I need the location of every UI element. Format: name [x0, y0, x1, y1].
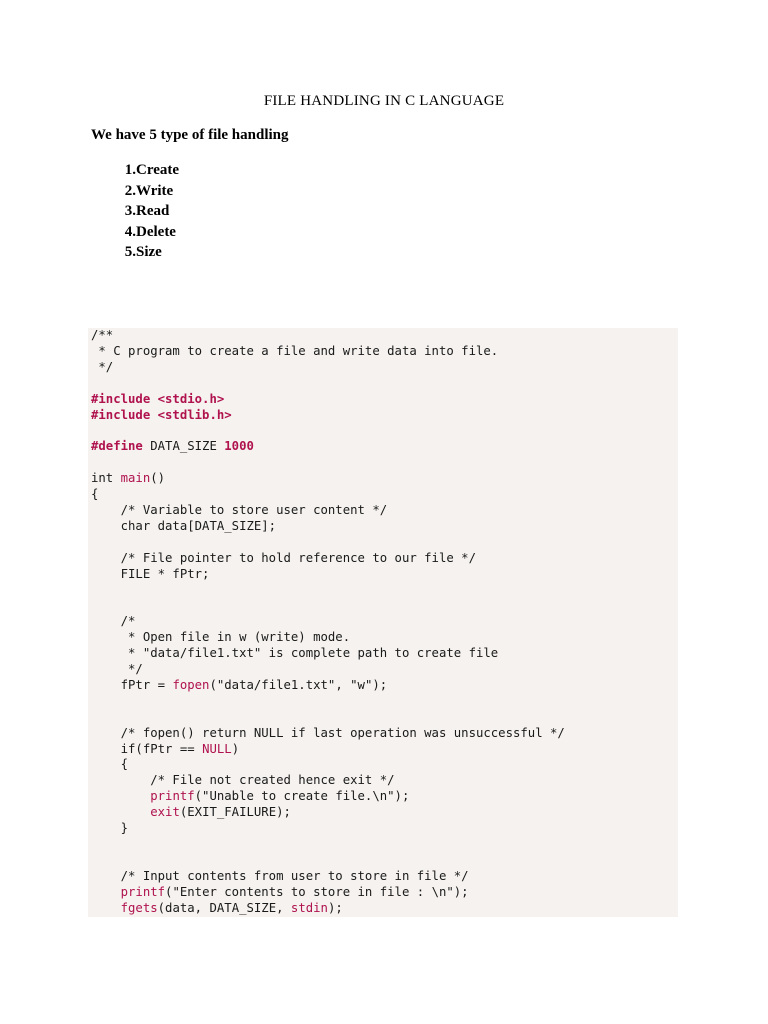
list-item [91, 242, 179, 263]
code-token: #include <stdlib.h> [91, 407, 232, 422]
code-line [91, 551, 678, 567]
code-token: NULL [202, 741, 232, 756]
code-line [91, 423, 678, 439]
code-token: * "data/file1.txt" is complete path to create file [91, 646, 499, 661]
code-line [91, 408, 678, 424]
list-item-number: 3. [124, 203, 136, 220]
code-token: (EXIT_FAILURE); [179, 805, 291, 820]
code-token: printf [150, 789, 195, 804]
code-token: * Open file in w (write) mode. [91, 630, 351, 645]
code-line [91, 455, 678, 471]
code-token: fgets [120, 900, 158, 915]
code-token: stdin [290, 900, 328, 915]
code-token: FILE * fPtr; [91, 566, 210, 581]
code-line [91, 789, 678, 805]
code-line [91, 869, 678, 885]
code-line [91, 487, 678, 503]
list-item-label: Size [136, 244, 162, 261]
code-token: DATA_SIZE [142, 439, 225, 454]
list-item-number: 2. [124, 182, 136, 199]
code-token: /* fopen() return NULL if last operation was unsuccessful */ [91, 725, 565, 740]
code-token: ("Enter contents to store in file : \n"); [165, 884, 469, 899]
code-token: { [91, 757, 129, 772]
code-line [91, 678, 678, 694]
code-line [91, 646, 678, 662]
code-line [91, 694, 678, 710]
code-token: /* Input contents from user to store in file */ [91, 868, 469, 883]
intro-text: We have 5 type of file handling [91, 127, 289, 143]
code-token: printf [120, 884, 166, 899]
code-line [91, 853, 678, 869]
code-token: /** [91, 328, 114, 342]
code-token: int [91, 471, 121, 486]
list-item-number: 1. [124, 162, 136, 178]
code-line [91, 583, 678, 599]
code-line [91, 773, 678, 789]
code-token: #define [91, 439, 143, 454]
file-handling-list [91, 160, 179, 263]
code-token: exit [150, 805, 180, 820]
code-token: 1000 [224, 439, 254, 454]
code-block [88, 328, 678, 917]
code-line [91, 503, 678, 519]
list-item [91, 222, 179, 243]
code-token: ) [231, 741, 240, 756]
code-line [91, 439, 678, 455]
code-token: if(fPtr == [91, 741, 203, 756]
code-line [91, 376, 678, 392]
code-line [91, 885, 678, 901]
code-line [91, 821, 678, 837]
code-token: ("data/file1.txt", "w"); [209, 677, 388, 692]
list-item [91, 160, 179, 181]
list-item-label: Delete [136, 223, 176, 240]
code-token: /* Variable to store user content */ [91, 502, 388, 517]
list-item-label: Read [136, 203, 170, 220]
code-token: ); [327, 900, 343, 915]
code-token: /* File not created hence exit */ [91, 773, 395, 788]
code-token: fopen [172, 677, 210, 692]
code-line [91, 344, 678, 360]
code-token: () [150, 471, 166, 486]
code-line [91, 710, 678, 726]
code-token: ("Unable to create file.\n"); [194, 789, 410, 804]
list-item-number: 5. [124, 244, 136, 261]
code-token: } [91, 821, 129, 836]
code-token [91, 901, 121, 915]
code-line [91, 535, 678, 551]
code-line [91, 328, 678, 344]
code-line [91, 471, 678, 487]
code-line [91, 726, 678, 742]
code-token: char data[DATA_SIZE]; [91, 518, 277, 533]
code-token: fPtr = [91, 677, 173, 692]
code-line [91, 614, 678, 630]
list-item [91, 201, 179, 222]
code-line [91, 598, 678, 614]
code-line [91, 662, 678, 678]
code-token: /* File pointer to hold reference to our file */ [91, 550, 476, 565]
code-token [91, 789, 150, 803]
code-line [91, 392, 678, 408]
code-token: main [120, 471, 151, 486]
code-token: * C program to create a file and write data into file. [91, 343, 499, 358]
code-token: (data, DATA_SIZE, [157, 900, 291, 915]
code-line [91, 837, 678, 853]
code-line [91, 757, 678, 773]
code-line [91, 519, 678, 535]
code-line [91, 901, 678, 917]
code-token: #include <stdio.h> [91, 391, 225, 406]
list-item [91, 181, 179, 202]
code-token [91, 885, 121, 899]
code-line [91, 360, 678, 376]
code-token: */ [91, 662, 143, 677]
code-token: { [91, 487, 99, 502]
code-token: */ [91, 359, 114, 374]
code-line [91, 805, 678, 821]
code-token [91, 805, 150, 819]
list-item-label: Create [136, 162, 180, 178]
list-item-label: Write [136, 182, 174, 199]
list-item-number: 4. [124, 223, 136, 240]
code-line [91, 567, 678, 583]
code-line [91, 742, 678, 758]
code-listing [88, 328, 678, 917]
document-title: FILE HANDLING IN C LANGUAGE [263, 93, 505, 109]
code-token: /* [91, 614, 136, 629]
code-line [91, 630, 678, 646]
